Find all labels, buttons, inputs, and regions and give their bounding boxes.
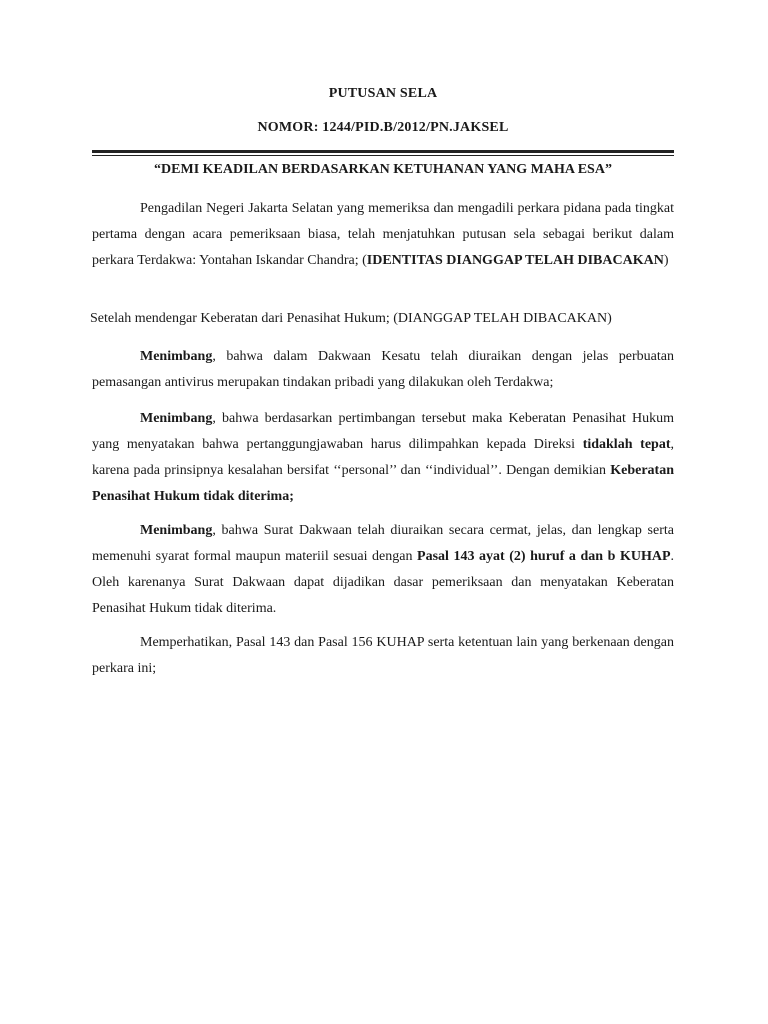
bold-text: IDENTITAS DIANGGAP TELAH DIBACAKAN	[366, 253, 664, 268]
bold-text: Pasal 143 ayat (2) huruf a dan b KUHAP	[417, 549, 671, 564]
case-number: NOMOR: 1244/PID.B/2012/PN.JAKSEL	[257, 120, 509, 135]
paragraph-text: , bahwa dalam Dakwaan Kesatu telah diuraikan dengan jelas perbuatan pemasangan antivirus merupakan tindakan pribadi yang dilakukan oleh Terdakwa;	[92, 349, 674, 390]
paragraph-menimbang-1	[92, 344, 674, 396]
paragraph-keberatan	[90, 306, 674, 332]
bold-text: Menimbang	[140, 523, 213, 538]
paragraph-text: Pengadilan Negeri Jakarta Selatan yang memeriksa dan mengadili perkara pidana pada tingkat pertama dengan acara pemeriksaan biasa, telah menjatuhkan putusan sela sebagai berikut dalam perkara Terdakwa: Yontahan Iskandar Chandra; (	[92, 201, 674, 268]
header-divider	[92, 150, 674, 156]
bold-text: Menimbang	[140, 349, 213, 364]
paragraph-opening	[92, 196, 674, 274]
paragraph-menimbang-3	[92, 518, 674, 622]
motto-heading: “DEMI KEADILAN BERDASARKAN KETUHANAN YANG MAHA ESA”	[154, 162, 612, 177]
paragraph-text: )	[663, 253, 669, 268]
paragraph-text: , bahwa Surat Dakwaan telah diuraikan secara cermat, jelas, dan lengkap serta memenuhi syarat formal maupun materiil sesuai dengan	[92, 523, 674, 564]
paragraph-memperhatikan	[92, 630, 674, 682]
paragraph-text: Setelah mendengar Keberatan dari Penasihat Hukum; (DIANGGAP TELAH DIBACAKAN)	[90, 311, 612, 326]
paragraph-text: . Oleh karenanya Surat Dakwaan dapat dijadikan dasar pemeriksaan dan menyatakan Keberatan Penasihat Hukum tidak diterima.	[92, 549, 675, 616]
paragraph-menimbang-2	[92, 406, 674, 510]
paragraph-text: , bahwa berdasarkan pertimbangan tersebut maka Keberatan Penasihat Hukum yang menyatakan bahwa pertanggungjawaban harus dilimpahkan kepada Direksi	[92, 411, 674, 452]
bold-text: tidaklah tepat	[582, 437, 671, 452]
paragraph-text: , karena pada prinsipnya kesalahan bersifat ‘‘personal’’ dan ‘‘individual’’. Dengan demikian	[92, 437, 674, 478]
bold-text: Menimbang	[140, 411, 213, 426]
document-title: PUTUSAN SELA	[328, 86, 438, 101]
paragraph-text: Memperhatikan, Pasal 143 dan Pasal 156 KUHAP serta ketentuan lain yang berkenaan dengan perkara ini;	[92, 635, 674, 676]
bold-text: Keberatan Penasihat Hukum tidak diterima;	[92, 463, 674, 504]
